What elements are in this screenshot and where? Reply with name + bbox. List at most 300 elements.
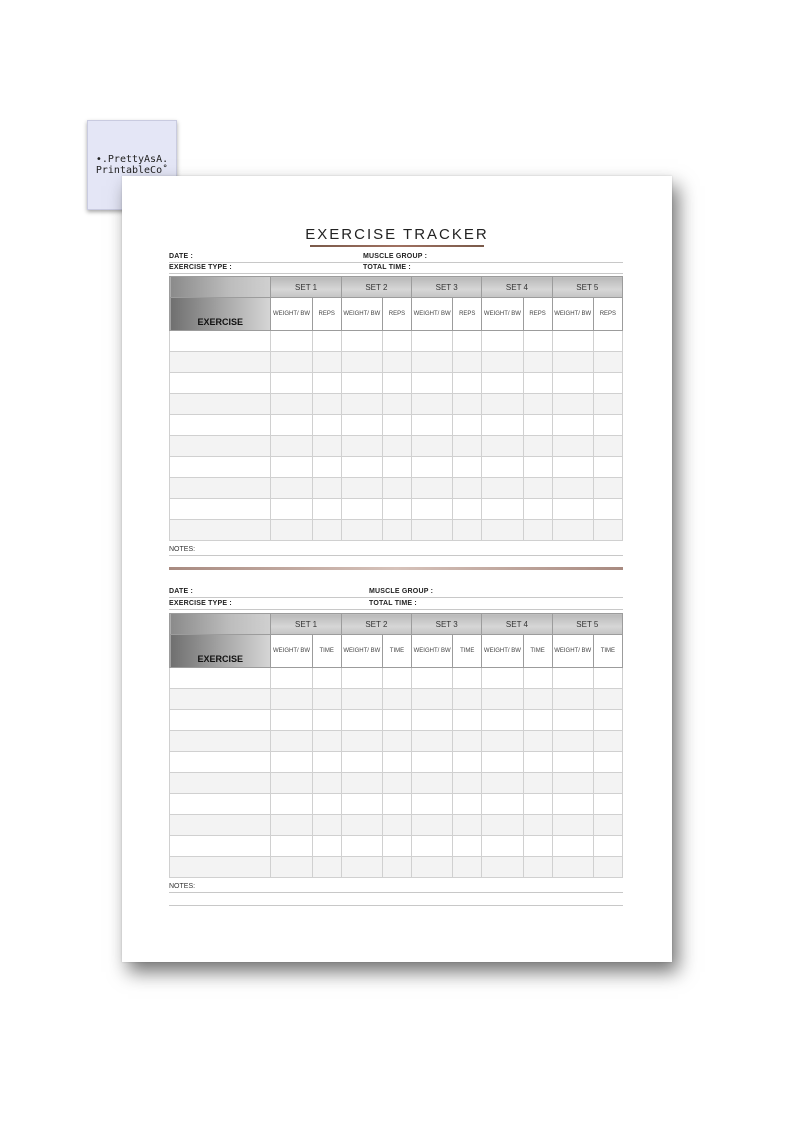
entry-cell[interactable]: [552, 752, 593, 773]
reps-header: REPS: [312, 298, 341, 331]
entry-cell[interactable]: [593, 415, 622, 436]
table-row: [170, 457, 623, 478]
entry-cell[interactable]: [523, 731, 552, 752]
entry-cell[interactable]: [312, 394, 341, 415]
reps-header: REPS: [382, 298, 411, 331]
entry-cell[interactable]: [593, 689, 622, 710]
entry-cell[interactable]: [341, 668, 382, 689]
entry-cell[interactable]: [382, 710, 411, 731]
entry-cell[interactable]: [382, 857, 411, 878]
weight-bw-header: WEIGHT/ BW: [341, 635, 382, 668]
table-row: [170, 668, 623, 689]
entry-cell[interactable]: [412, 815, 453, 836]
entry-cell[interactable]: [271, 478, 312, 499]
set-header: SET 5: [552, 614, 622, 635]
entry-cell[interactable]: [341, 436, 382, 457]
set-header: SET 4: [482, 614, 552, 635]
entry-cell[interactable]: [341, 331, 382, 352]
entry-cell[interactable]: [412, 836, 453, 857]
entry-cell[interactable]: [552, 836, 593, 857]
entry-cell[interactable]: [552, 731, 593, 752]
entry-cell[interactable]: [271, 815, 312, 836]
entry-cell[interactable]: [523, 520, 552, 541]
entry-cell[interactable]: [271, 415, 312, 436]
entry-cell[interactable]: [341, 773, 382, 794]
entry-cell[interactable]: [271, 394, 312, 415]
exercise-header-top: [170, 614, 271, 635]
entry-cell[interactable]: [382, 478, 411, 499]
entry-cell[interactable]: [453, 710, 482, 731]
set-header: SET 2: [341, 277, 411, 298]
entry-cell[interactable]: [412, 499, 453, 520]
entry-cell[interactable]: [482, 457, 523, 478]
entry-cell[interactable]: [482, 857, 523, 878]
entry-cell[interactable]: [271, 457, 312, 478]
entry-cell[interactable]: [312, 499, 341, 520]
entry-cell[interactable]: [271, 731, 312, 752]
entry-cell[interactable]: [312, 857, 341, 878]
entry-cell[interactable]: [552, 773, 593, 794]
entry-cell[interactable]: [271, 752, 312, 773]
entry-cell[interactable]: [523, 710, 552, 731]
entry-cell[interactable]: [382, 331, 411, 352]
entry-cell[interactable]: [412, 710, 453, 731]
entry-cell[interactable]: [271, 857, 312, 878]
entry-cell[interactable]: [482, 836, 523, 857]
table-row: [170, 478, 623, 499]
entry-cell[interactable]: [271, 373, 312, 394]
entry-cell[interactable]: [482, 752, 523, 773]
exercise-table: [169, 276, 623, 541]
entry-cell[interactable]: [341, 415, 382, 436]
entry-cell[interactable]: [382, 436, 411, 457]
entry-cell[interactable]: [552, 689, 593, 710]
entry-cell[interactable]: [453, 415, 482, 436]
entry-cell[interactable]: [453, 773, 482, 794]
entry-cell[interactable]: [412, 731, 453, 752]
entry-cell[interactable]: [593, 394, 622, 415]
set-header-row: [170, 614, 623, 635]
set-header: SET 5: [552, 277, 622, 298]
table-row: [170, 710, 623, 731]
entry-cell[interactable]: [593, 857, 622, 878]
exercise-cell[interactable]: [170, 731, 271, 752]
entry-cell[interactable]: [382, 373, 411, 394]
entry-cell[interactable]: [482, 520, 523, 541]
entry-cell[interactable]: [412, 857, 453, 878]
entry-cell[interactable]: [312, 331, 341, 352]
entry-cell[interactable]: [341, 373, 382, 394]
entry-cell[interactable]: [453, 731, 482, 752]
exercise-cell[interactable]: [170, 836, 271, 857]
entry-cell[interactable]: [482, 710, 523, 731]
entry-cell[interactable]: [412, 520, 453, 541]
entry-cell[interactable]: [453, 331, 482, 352]
table-row: [170, 857, 623, 878]
entry-cell[interactable]: [593, 731, 622, 752]
table-row: [170, 689, 623, 710]
table-row: [170, 815, 623, 836]
exercise-table: [169, 613, 623, 878]
entry-cell[interactable]: [312, 773, 341, 794]
entry-cell[interactable]: [312, 520, 341, 541]
muscle-group-label: MUSCLE GROUP :: [369, 588, 434, 595]
entry-cell[interactable]: [453, 520, 482, 541]
entry-cell[interactable]: [552, 478, 593, 499]
entry-cell[interactable]: [312, 457, 341, 478]
entry-cell[interactable]: [412, 752, 453, 773]
entry-cell[interactable]: [482, 415, 523, 436]
exercise-cell[interactable]: [170, 436, 271, 457]
entry-cell[interactable]: [593, 478, 622, 499]
entry-cell[interactable]: [312, 436, 341, 457]
entry-cell[interactable]: [482, 352, 523, 373]
table-row: [170, 352, 623, 373]
entry-cell[interactable]: [412, 394, 453, 415]
exercise-cell[interactable]: [170, 352, 271, 373]
entry-cell[interactable]: [341, 794, 382, 815]
entry-cell[interactable]: [453, 352, 482, 373]
entry-cell[interactable]: [453, 668, 482, 689]
exercise-cell[interactable]: [170, 668, 271, 689]
entry-cell[interactable]: [453, 815, 482, 836]
entry-cell[interactable]: [523, 373, 552, 394]
set-header-row: [170, 277, 623, 298]
table-row: [170, 731, 623, 752]
entry-cell[interactable]: [341, 520, 382, 541]
entry-cell[interactable]: [382, 394, 411, 415]
table-row: [170, 499, 623, 520]
exercise-type-label: EXERCISE TYPE :: [169, 600, 232, 607]
entry-cell[interactable]: [482, 794, 523, 815]
weight-bw-header: WEIGHT/ BW: [412, 298, 453, 331]
entry-cell[interactable]: [412, 436, 453, 457]
entry-cell[interactable]: [412, 689, 453, 710]
entry-cell[interactable]: [382, 499, 411, 520]
entry-cell[interactable]: [523, 436, 552, 457]
entry-cell[interactable]: [271, 520, 312, 541]
entry-cell[interactable]: [312, 752, 341, 773]
reps-header: REPS: [523, 298, 552, 331]
reps-header: REPS: [593, 298, 622, 331]
entry-cell[interactable]: [593, 836, 622, 857]
entry-cell[interactable]: [523, 752, 552, 773]
exercise-cell[interactable]: [170, 815, 271, 836]
brand-logo-line-2: PrintableCo˚: [95, 165, 169, 176]
entry-cell[interactable]: [593, 373, 622, 394]
brand-logo-line-1: •.PrettyAsA.: [95, 154, 169, 165]
exercise-cell[interactable]: [170, 794, 271, 815]
entry-cell[interactable]: [382, 689, 411, 710]
weight-bw-header: WEIGHT/ BW: [482, 298, 523, 331]
exercise-column-header: EXERCISE: [170, 635, 271, 668]
entry-cell[interactable]: [593, 794, 622, 815]
section-divider: [169, 567, 623, 570]
entry-cell[interactable]: [593, 499, 622, 520]
entry-cell[interactable]: [341, 731, 382, 752]
entry-cell[interactable]: [341, 857, 382, 878]
entry-cell[interactable]: [593, 668, 622, 689]
table-row: [170, 794, 623, 815]
table-row: [170, 773, 623, 794]
entry-cell[interactable]: [312, 710, 341, 731]
entry-cell[interactable]: [382, 668, 411, 689]
notes-line: [169, 905, 623, 906]
entry-cell[interactable]: [552, 394, 593, 415]
entry-cell[interactable]: [412, 794, 453, 815]
entry-cell[interactable]: [482, 394, 523, 415]
exercise-cell[interactable]: [170, 331, 271, 352]
entry-cell[interactable]: [453, 752, 482, 773]
entry-cell[interactable]: [593, 457, 622, 478]
entry-cell[interactable]: [271, 689, 312, 710]
entry-cell[interactable]: [382, 752, 411, 773]
entry-cell[interactable]: [453, 394, 482, 415]
entry-cell[interactable]: [593, 815, 622, 836]
entry-cell[interactable]: [453, 689, 482, 710]
entry-cell[interactable]: [382, 794, 411, 815]
entry-cell[interactable]: [482, 436, 523, 457]
table-row: [170, 752, 623, 773]
entry-cell[interactable]: [341, 499, 382, 520]
date-label: DATE :: [169, 253, 194, 260]
tracker-sheet: [122, 176, 672, 962]
entry-cell[interactable]: [482, 668, 523, 689]
entry-cell[interactable]: [312, 731, 341, 752]
entry-cell[interactable]: [453, 857, 482, 878]
entry-cell[interactable]: [593, 752, 622, 773]
entry-cell[interactable]: [271, 331, 312, 352]
entry-cell[interactable]: [523, 394, 552, 415]
entry-cell[interactable]: [593, 352, 622, 373]
entry-cell[interactable]: [482, 478, 523, 499]
entry-cell[interactable]: [453, 436, 482, 457]
weight-bw-header: WEIGHT/ BW: [271, 298, 312, 331]
entry-cell[interactable]: [312, 415, 341, 436]
table-row: [170, 331, 623, 352]
entry-cell[interactable]: [552, 436, 593, 457]
set-header: SET 1: [271, 277, 341, 298]
entry-cell[interactable]: [552, 373, 593, 394]
entry-cell[interactable]: [271, 668, 312, 689]
field-line: [169, 609, 623, 610]
entry-cell[interactable]: [341, 752, 382, 773]
entry-cell[interactable]: [482, 815, 523, 836]
entry-cell[interactable]: [382, 815, 411, 836]
entry-cell[interactable]: [341, 689, 382, 710]
entry-cell[interactable]: [312, 836, 341, 857]
set-header: SET 3: [412, 614, 482, 635]
time-header: TIME: [593, 635, 622, 668]
exercise-cell[interactable]: [170, 689, 271, 710]
exercise-cell[interactable]: [170, 752, 271, 773]
entry-cell[interactable]: [312, 373, 341, 394]
time-header: TIME: [453, 635, 482, 668]
entry-cell[interactable]: [382, 773, 411, 794]
entry-cell[interactable]: [482, 331, 523, 352]
entry-cell[interactable]: [341, 815, 382, 836]
notes-label: NOTES:: [169, 546, 196, 553]
entry-cell[interactable]: [341, 478, 382, 499]
time-header: TIME: [523, 635, 552, 668]
entry-cell[interactable]: [412, 373, 453, 394]
entry-cell[interactable]: [552, 415, 593, 436]
time-header: TIME: [312, 635, 341, 668]
entry-cell[interactable]: [382, 731, 411, 752]
entry-cell[interactable]: [341, 710, 382, 731]
entry-cell[interactable]: [453, 457, 482, 478]
entry-cell[interactable]: [412, 773, 453, 794]
entry-cell[interactable]: [412, 668, 453, 689]
entry-cell[interactable]: [341, 352, 382, 373]
exercise-cell[interactable]: [170, 857, 271, 878]
entry-cell[interactable]: [312, 815, 341, 836]
set-header: SET 1: [271, 614, 341, 635]
entry-cell[interactable]: [453, 794, 482, 815]
sub-header-row: [170, 635, 623, 668]
table-row: [170, 415, 623, 436]
entry-cell[interactable]: [523, 457, 552, 478]
weight-bw-header: WEIGHT/ BW: [341, 298, 382, 331]
entry-cell[interactable]: [552, 857, 593, 878]
entry-cell[interactable]: [271, 710, 312, 731]
table-row: [170, 436, 623, 457]
entry-cell[interactable]: [523, 668, 552, 689]
set-header: SET 4: [482, 277, 552, 298]
entry-cell[interactable]: [523, 773, 552, 794]
entry-cell[interactable]: [552, 331, 593, 352]
exercise-cell[interactable]: [170, 520, 271, 541]
set-header: SET 3: [412, 277, 482, 298]
table-row: [170, 394, 623, 415]
entry-cell[interactable]: [552, 668, 593, 689]
entry-cell[interactable]: [593, 520, 622, 541]
entry-cell[interactable]: [312, 689, 341, 710]
weight-bw-header: WEIGHT/ BW: [552, 298, 593, 331]
entry-cell[interactable]: [593, 710, 622, 731]
entry-cell[interactable]: [453, 836, 482, 857]
time-header: TIME: [382, 635, 411, 668]
entry-cell[interactable]: [341, 836, 382, 857]
exercise-cell[interactable]: [170, 373, 271, 394]
exercise-cell[interactable]: [170, 394, 271, 415]
sub-header-row: [170, 298, 623, 331]
exercise-column-header: EXERCISE: [170, 298, 271, 331]
table-row: [170, 373, 623, 394]
exercise-cell[interactable]: [170, 415, 271, 436]
field-line: [169, 597, 623, 598]
entry-cell[interactable]: [412, 457, 453, 478]
entry-cell[interactable]: [482, 731, 523, 752]
entry-cell[interactable]: [271, 773, 312, 794]
entry-cell[interactable]: [523, 478, 552, 499]
exercise-cell[interactable]: [170, 457, 271, 478]
entry-cell[interactable]: [482, 499, 523, 520]
entry-cell[interactable]: [271, 352, 312, 373]
exercise-cell[interactable]: [170, 478, 271, 499]
entry-cell[interactable]: [552, 352, 593, 373]
entry-cell[interactable]: [552, 499, 593, 520]
entry-cell[interactable]: [593, 773, 622, 794]
entry-cell[interactable]: [382, 352, 411, 373]
entry-cell[interactable]: [552, 710, 593, 731]
entry-cell[interactable]: [271, 836, 312, 857]
notes-label: NOTES:: [169, 883, 196, 890]
entry-cell[interactable]: [382, 520, 411, 541]
weight-bw-header: WEIGHT/ BW: [552, 635, 593, 668]
entry-cell[interactable]: [312, 478, 341, 499]
entry-cell[interactable]: [482, 773, 523, 794]
entry-cell[interactable]: [271, 436, 312, 457]
entry-cell[interactable]: [412, 352, 453, 373]
entry-cell[interactable]: [552, 457, 593, 478]
entry-cell[interactable]: [312, 352, 341, 373]
table-row: [170, 520, 623, 541]
entry-cell[interactable]: [341, 457, 382, 478]
exercise-type-label: EXERCISE TYPE :: [169, 264, 232, 271]
entry-cell[interactable]: [382, 415, 411, 436]
entry-cell[interactable]: [271, 794, 312, 815]
entry-cell[interactable]: [552, 794, 593, 815]
entry-cell[interactable]: [523, 794, 552, 815]
exercise-cell[interactable]: [170, 710, 271, 731]
muscle-group-label: MUSCLE GROUP :: [363, 253, 428, 260]
weight-bw-header: WEIGHT/ BW: [412, 635, 453, 668]
entry-cell[interactable]: [523, 415, 552, 436]
exercise-header-top: [170, 277, 271, 298]
entry-cell[interactable]: [382, 457, 411, 478]
reps-header: REPS: [453, 298, 482, 331]
entry-cell[interactable]: [523, 857, 552, 878]
entry-cell[interactable]: [523, 836, 552, 857]
entry-cell[interactable]: [523, 815, 552, 836]
entry-cell[interactable]: [523, 331, 552, 352]
total-time-label: TOTAL TIME :: [363, 264, 411, 271]
entry-cell[interactable]: [552, 520, 593, 541]
entry-cell[interactable]: [271, 499, 312, 520]
entry-cell[interactable]: [412, 478, 453, 499]
entry-cell[interactable]: [523, 689, 552, 710]
title-underline: [310, 245, 484, 247]
entry-cell[interactable]: [523, 499, 552, 520]
entry-cell[interactable]: [482, 373, 523, 394]
entry-cell[interactable]: [312, 794, 341, 815]
entry-cell[interactable]: [341, 394, 382, 415]
field-line: [169, 273, 623, 274]
entry-cell[interactable]: [552, 815, 593, 836]
entry-cell[interactable]: [412, 331, 453, 352]
entry-cell[interactable]: [453, 478, 482, 499]
total-time-label: TOTAL TIME :: [369, 600, 417, 607]
date-label: DATE :: [169, 588, 194, 595]
entry-cell[interactable]: [593, 331, 622, 352]
entry-cell[interactable]: [453, 499, 482, 520]
notes-line: [169, 892, 623, 893]
table-row: [170, 836, 623, 857]
weight-bw-header: WEIGHT/ BW: [482, 635, 523, 668]
field-line: [169, 262, 623, 263]
entry-cell[interactable]: [523, 352, 552, 373]
entry-cell[interactable]: [312, 668, 341, 689]
entry-cell[interactable]: [382, 836, 411, 857]
entry-cell[interactable]: [482, 689, 523, 710]
notes-line: [169, 555, 623, 556]
exercise-cell[interactable]: [170, 499, 271, 520]
exercise-cell[interactable]: [170, 773, 271, 794]
entry-cell[interactable]: [593, 436, 622, 457]
entry-cell[interactable]: [453, 373, 482, 394]
entry-cell[interactable]: [412, 415, 453, 436]
